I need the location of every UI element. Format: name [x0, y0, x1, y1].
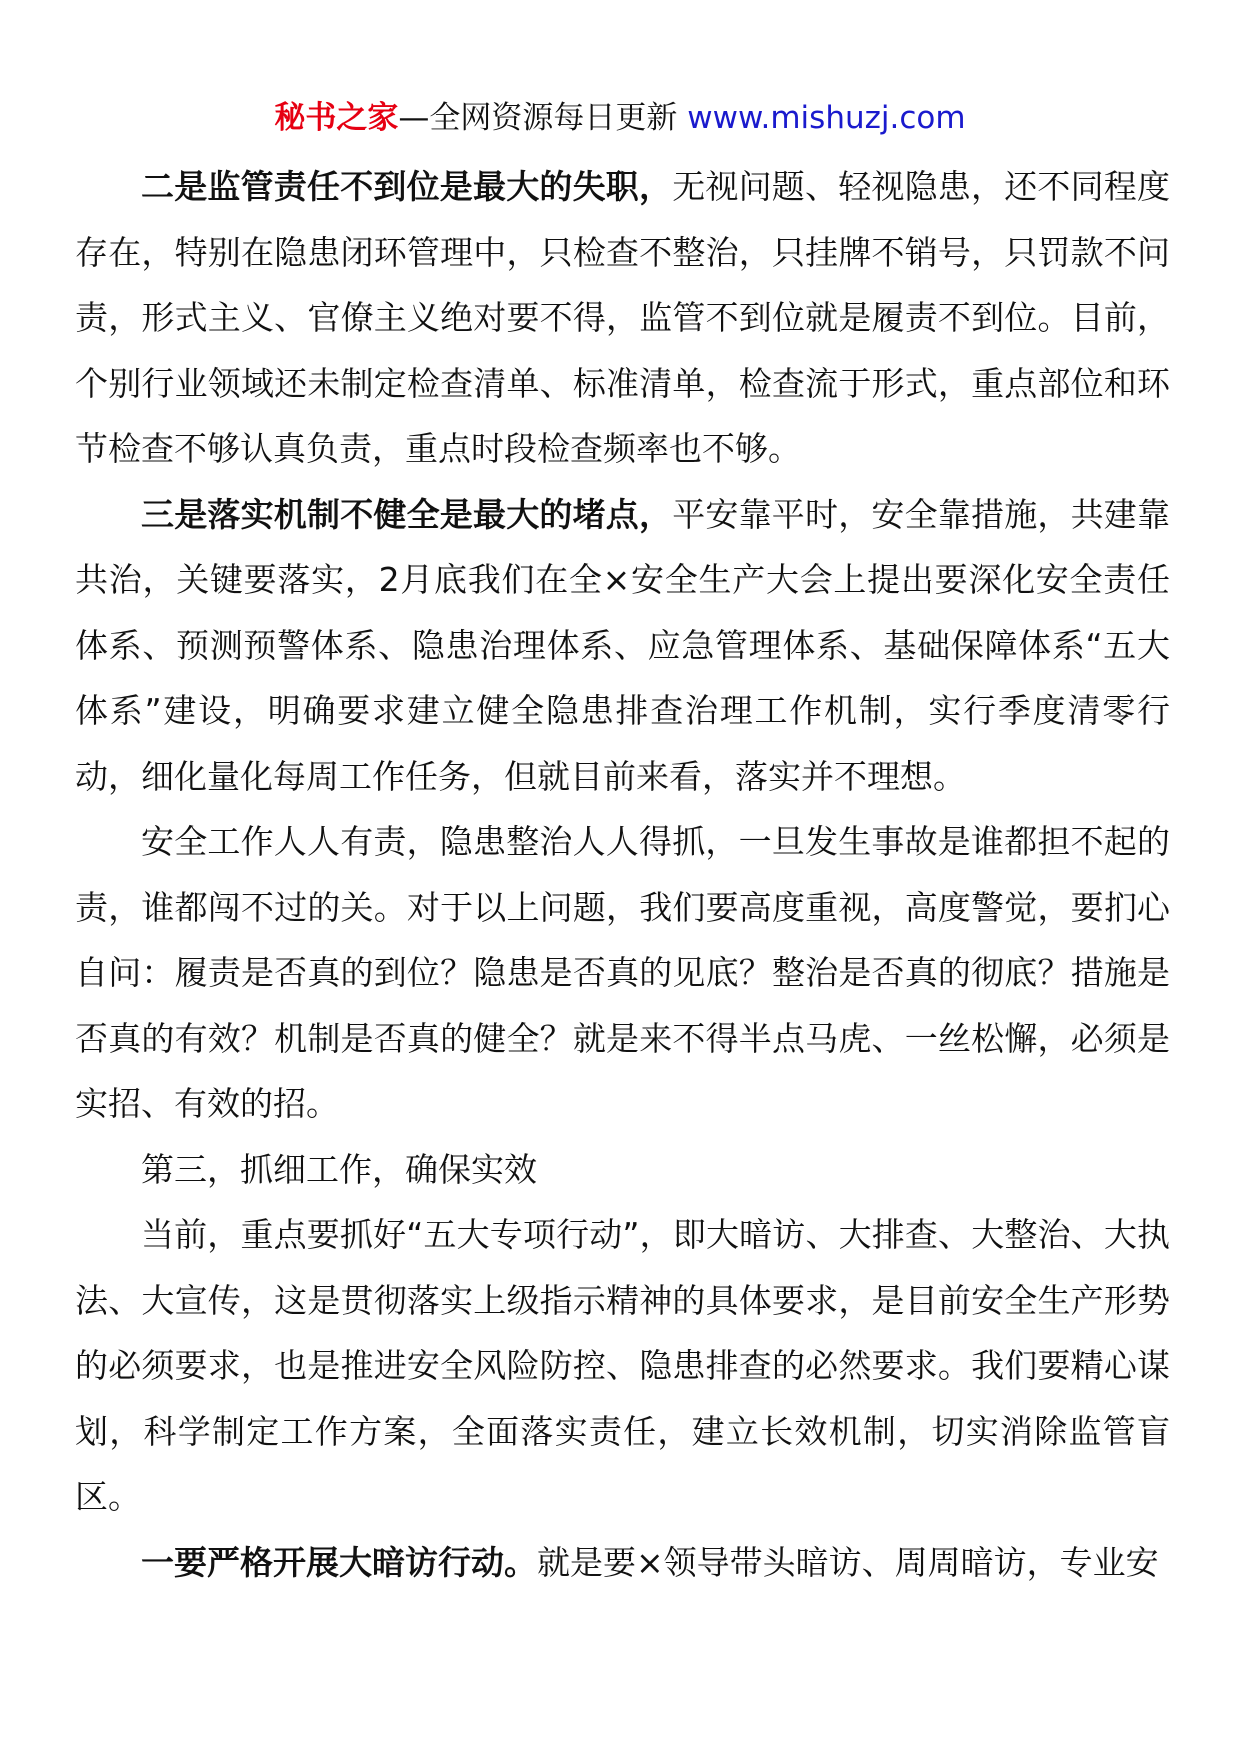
paragraph-lead: 三是落实机制不健全是最大的堵点， — [141, 494, 673, 534]
site-header — [0, 98, 1240, 138]
paragraph-responsibility — [75, 809, 1170, 1137]
document-body — [75, 154, 1170, 1595]
section-heading — [75, 1137, 1170, 1203]
paragraph-supervision — [75, 154, 1170, 482]
section-heading-text: 第三，抓细工作，确保实效 — [141, 1149, 537, 1189]
paragraph-lead: 二是监管责任不到位是最大的失职， — [141, 167, 673, 206]
paragraph-lead: 一要严格开展大暗访行动。 — [141, 1542, 537, 1582]
paragraph-text: 当前，重点要抓好“五大专项行动”，即大暗访、大排查、大整治、大执法、大宣传，这是贯彻落实上级指示精神的具体要求，是目前安全生产形势的必须要求，也是推进安全风险防控、隐患排查的必然要求。我们要精心谋划，科学制定工作方案，全面落实责任，建立长效机制，切实消除监管盲区。 — [75, 1215, 1170, 1516]
brand-name: 秘书之家 — [274, 100, 399, 136]
paragraph-mechanism — [75, 482, 1170, 810]
paragraph-five-actions — [75, 1202, 1170, 1530]
paragraph-text: 无视问题、轻视隐患，还不同程度存在，特别在隐患闭环管理中，只检查不整治，只挂牌不销号，只罚款不问责，形式主义、官僚主义绝对要不得，监管不到位就是履责不到位。目前，个别行业领域还未制定检查清单、标准清单，检查流于形式，重点部位和环节检查不够认真负责，重点时段检查频率也不够。 — [75, 167, 1171, 468]
website-link[interactable]: www.mishuzj.com — [687, 100, 966, 136]
paragraph-text: 平安靠平时，安全靠措施，共建靠共治，关键要落实，2月底我们在全×安全生产大会上提出要深化安全责任体系、预测预警体系、隐患治理体系、应急管理体系、基础保障体系“五大体系”建设，明确要求建立健全隐患排查治理工作机制，实行季度清零行动，细化量化每周工作任务，但就目前来看，落实并不理想。 — [75, 494, 1171, 796]
header-slogan: —全网资源每日更新 — [398, 100, 688, 136]
paragraph-text: 安全工作人人有责，隐患整治人人得抓，一旦发生事故是谁都担不起的责，谁都闯不过的关。对于以上问题，我们要高度重视，高度警觉，要扪心自问：履责是否真的到位？隐患是否真的见底？整治是否真的彻底？措施是否真的有效？机制是否真的健全？就是来不得半点马虎、一丝松懈，必须是实招、有效的招。 — [75, 822, 1170, 1123]
paragraph-inspection — [75, 1530, 1170, 1596]
paragraph-text: 就是要×领导带头暗访、周周暗访，专业安 — [537, 1542, 1159, 1582]
